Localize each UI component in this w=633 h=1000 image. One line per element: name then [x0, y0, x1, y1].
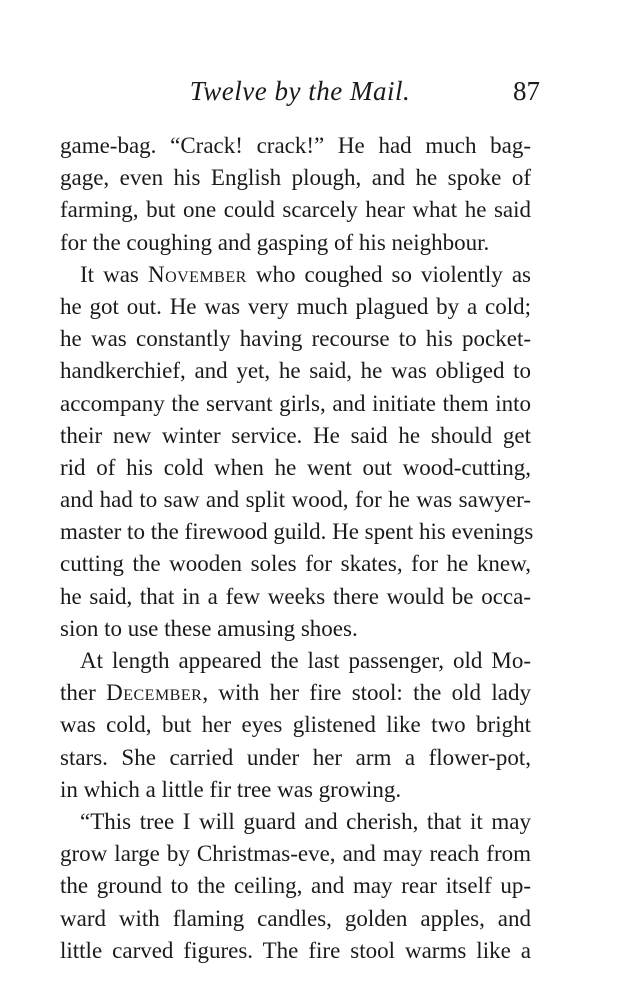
text-line: ward with flaming candles, golden apples, and: [60, 905, 531, 931]
text-line: “This tree I will guard and cherish, that it may: [80, 808, 531, 834]
text-line: accompany the servant girls, and initiate them into: [60, 390, 531, 416]
text-line: and had to saw and split wood, for he was sawyer-: [60, 487, 531, 513]
text-line: rid of his cold when he went out wood-cutting,: [60, 454, 531, 480]
text-line: little carved figures. The fire stool warms like a: [60, 937, 531, 963]
text-line: farming, but one could scarcely hear what he said: [60, 197, 531, 223]
text-line: was cold, but her eyes glistened like two bright: [60, 712, 531, 738]
text-line: handkerchief, and yet, he said, he was obliged to: [60, 358, 531, 384]
body-text: [60, 130, 534, 967]
text-line: in which a little fir tree was growing.: [60, 776, 402, 802]
text-line: he was constantly having recourse to his pocket-: [60, 326, 531, 352]
month-name: November: [147, 261, 247, 287]
text-line: game-bag. “Crack! crack!” He had much bag-: [60, 133, 531, 158]
text-line: ther December, with her fire stool: the old lady: [60, 680, 531, 706]
text-line: gage, even his English plough, and he spoke of: [60, 165, 531, 191]
text-line: It was November who coughed so violently as: [80, 261, 532, 287]
running-title: Twelve by the Mail.: [189, 76, 411, 106]
text-line: master to the firewood guild. He spent his evenings: [60, 519, 534, 545]
text-line: he said, that in a few weeks there would be occa-: [60, 583, 531, 609]
text-line: their new winter service. He said he should get: [60, 422, 531, 448]
text-line: the ground to the ceiling, and may rear itself up-: [60, 873, 531, 899]
text-line: At length appeared the last passenger, old Mo-: [80, 648, 531, 673]
month-name: December: [106, 680, 203, 706]
text-line: he got out. He was very much plagued by a cold;: [60, 293, 531, 319]
running-head: [60, 76, 540, 116]
page-number: 87: [513, 76, 540, 106]
text-line: sion to use these amusing shoes.: [60, 615, 358, 641]
text-line: cutting the wooden soles for skates, for he knew,: [60, 551, 531, 577]
text-line: grow large by Christmas-eve, and may reach from: [60, 841, 531, 867]
text-line: stars. She carried under her arm a flower-pot,: [60, 744, 531, 770]
text-line: for the coughing and gasping of his neighbour.: [60, 229, 490, 255]
